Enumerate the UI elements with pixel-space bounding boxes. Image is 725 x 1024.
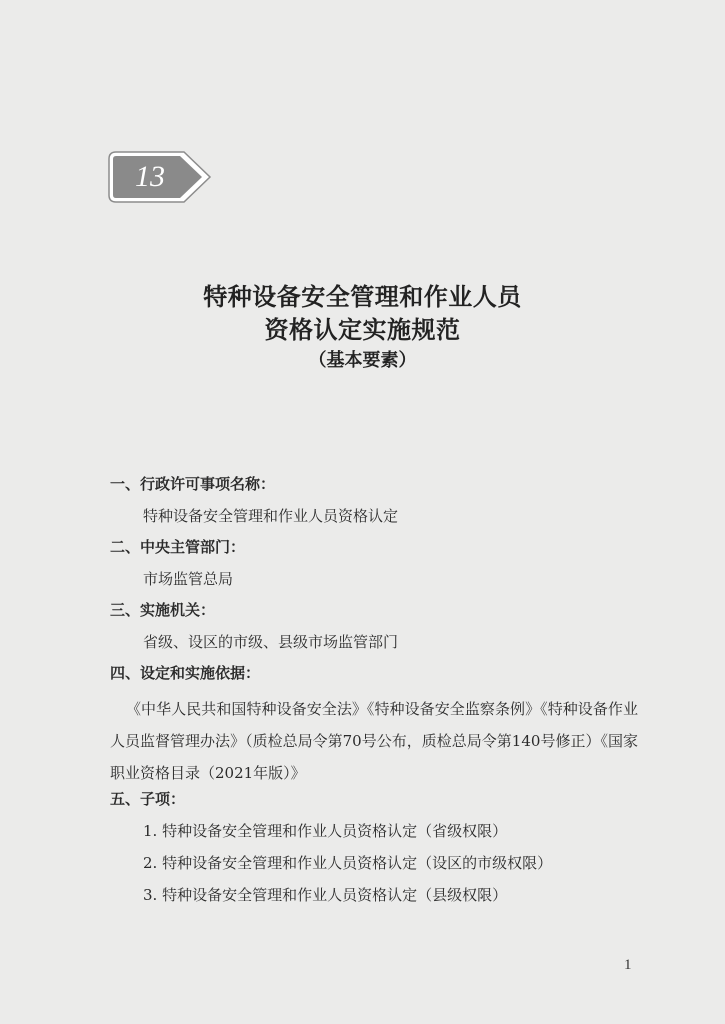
section-5-heading: 五、子项：	[110, 790, 186, 808]
chapter-badge	[108, 151, 212, 203]
chapter-number: 13	[135, 160, 165, 193]
subitem-2: 2. 特种设备安全管理和作业人员资格认定（设区的市级权限）	[143, 854, 553, 872]
page-number: 1	[624, 957, 632, 973]
document-title-line-2: 资格认定实施规范	[264, 316, 461, 344]
section-3-heading: 三、实施机关：	[110, 601, 216, 619]
document-subtitle: （基本要素）	[308, 350, 417, 371]
section-1-content: 特种设备安全管理和作业人员资格认定	[143, 507, 399, 525]
section-1-heading: 一、行政许可事项名称：	[110, 475, 276, 493]
document-title-line-1: 特种设备安全管理和作业人员	[203, 283, 522, 311]
subitem-1: 1. 特种设备安全管理和作业人员资格认定（省级权限）	[143, 822, 508, 840]
section-4-heading: 四、设定和实施依据：	[110, 664, 261, 682]
section-3-content: 省级、设区的市级、县级市场监管部门	[143, 633, 399, 651]
section-2-heading: 二、中央主管部门：	[110, 538, 246, 556]
subitem-3: 3. 特种设备安全管理和作业人员资格认定（县级权限）	[143, 886, 508, 904]
section-2-content: 市场监管总局	[143, 570, 234, 588]
section-4-content: 《中华人民共和国特种设备安全法》《特种设备安全监察条例》《特种设备作业人员监督管理办法》（质检总局令第70号公布，质检总局令第140号修正）《国家职业资格目录（2021年版）》	[110, 700, 638, 782]
